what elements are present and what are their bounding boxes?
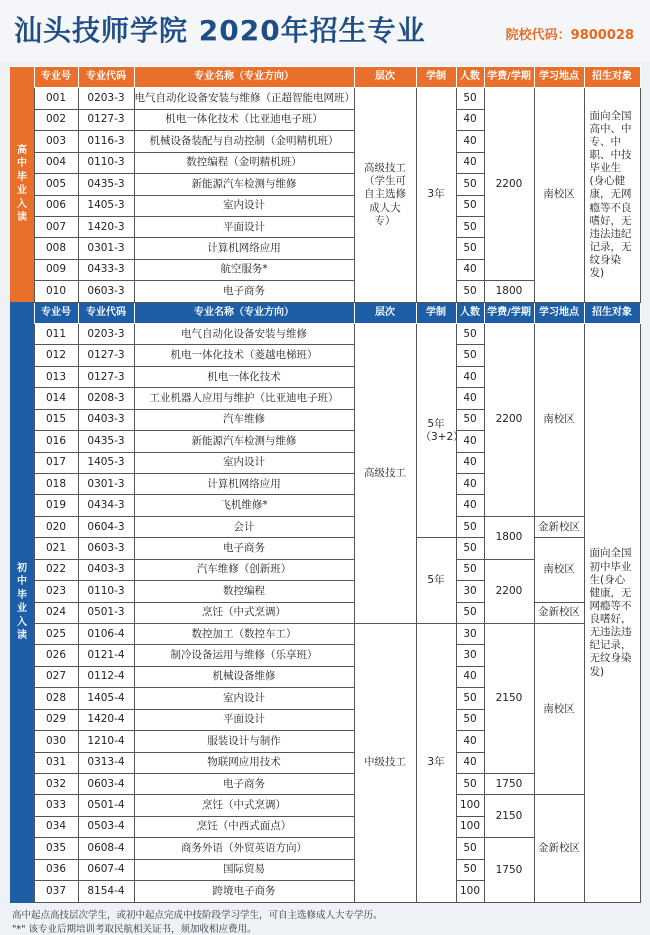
enrollment-count: 40 xyxy=(456,752,484,773)
major-name: 电子商务 xyxy=(134,538,354,559)
major-number: 012 xyxy=(34,345,78,366)
column-header: 专业名称（专业方向） xyxy=(134,302,354,323)
footnote-2: "*" 该专业后期培训考取民航相关证书，须加收相应费用。 xyxy=(12,924,257,935)
enrollment-count: 50 xyxy=(456,538,484,559)
section-label: 初中毕业入读 xyxy=(10,302,34,902)
location-cell: 金新校区 xyxy=(534,516,584,537)
major-number: 021 xyxy=(34,538,78,559)
page-title: 汕头技师学院 2020年招生专业 xyxy=(14,14,426,47)
column-header: 层次 xyxy=(354,302,416,323)
enrollment-count: 40 xyxy=(456,388,484,409)
duration-cell: 5年 xyxy=(416,538,456,624)
major-code: 0435-3 xyxy=(78,174,134,195)
major-number: 016 xyxy=(34,431,78,452)
enrollment-count: 50 xyxy=(456,216,484,237)
major-name: 新能源汽车检测与维修 xyxy=(134,431,354,452)
major-number: 009 xyxy=(34,259,78,280)
major-name: 航空服务* xyxy=(134,259,354,280)
enrollment-count: 50 xyxy=(456,345,484,366)
enrollment-count: 50 xyxy=(456,773,484,794)
column-header: 专业代码 xyxy=(78,67,134,88)
enrollment-count: 50 xyxy=(456,409,484,430)
table-row xyxy=(10,795,640,816)
major-name: 计算机网络应用 xyxy=(134,238,354,259)
major-number: 013 xyxy=(34,366,78,387)
location-cell: 南校区 xyxy=(534,88,584,302)
major-name: 国际贸易 xyxy=(134,859,354,880)
major-number: 002 xyxy=(34,109,78,130)
tuition-cell: 2200 xyxy=(484,559,534,623)
major-code: 1405-3 xyxy=(78,195,134,216)
column-header: 人数 xyxy=(456,302,484,323)
major-number: 028 xyxy=(34,688,78,709)
major-code: 0503-4 xyxy=(78,816,134,837)
location-cell: 南校区 xyxy=(534,623,584,794)
major-code: 1405-3 xyxy=(78,452,134,473)
major-number: 008 xyxy=(34,238,78,259)
enrollment-count: 50 xyxy=(456,195,484,216)
major-code: 0313-4 xyxy=(78,752,134,773)
major-number: 020 xyxy=(34,516,78,537)
major-name: 数控编程 xyxy=(134,581,354,602)
major-number: 017 xyxy=(34,452,78,473)
column-header: 学制 xyxy=(416,302,456,323)
enrollment-count: 100 xyxy=(456,795,484,816)
major-name: 室内设计 xyxy=(134,195,354,216)
major-name: 电气自动化设备安装与维修 xyxy=(134,324,354,345)
enrollment-count: 40 xyxy=(456,474,484,495)
major-number: 036 xyxy=(34,859,78,880)
table-row xyxy=(10,88,640,109)
tuition-cell: 2150 xyxy=(484,623,534,773)
major-name: 工业机器人应用与维护（比亚迪电子班） xyxy=(134,388,354,409)
major-name: 室内设计 xyxy=(134,452,354,473)
enrollment-count: 50 xyxy=(456,838,484,859)
enrollment-count: 100 xyxy=(456,881,484,903)
major-code: 1420-3 xyxy=(78,216,134,237)
major-code: 0110-3 xyxy=(78,152,134,173)
majors-table xyxy=(10,66,641,903)
major-number: 034 xyxy=(34,816,78,837)
location-cell: 南校区 xyxy=(534,324,584,517)
enrollment-count: 30 xyxy=(456,645,484,666)
column-header: 人数 xyxy=(456,67,484,88)
major-code: 0301-3 xyxy=(78,474,134,495)
footnote-1: 高中起点高技层次学生，或初中起点完成中技阶段学习学生，可自主选修成人大专学历。 xyxy=(12,910,383,921)
column-header: 专业代码 xyxy=(78,302,134,323)
enrollment-count: 50 xyxy=(456,238,484,259)
column-header: 学习地点 xyxy=(534,67,584,88)
major-name: 烹饪（中式烹调） xyxy=(134,602,354,623)
table-row xyxy=(10,324,640,345)
tuition-cell: 1750 xyxy=(484,838,534,903)
major-code: 0608-4 xyxy=(78,838,134,859)
column-header: 专业名称（专业方向） xyxy=(134,67,354,88)
table-row xyxy=(10,516,640,537)
enrollment-count: 40 xyxy=(456,452,484,473)
major-name: 烹饪（中西式面点） xyxy=(134,816,354,837)
major-number: 023 xyxy=(34,581,78,602)
column-header: 学费/学期 xyxy=(484,67,534,88)
major-name: 烹饪（中式烹调） xyxy=(134,795,354,816)
major-name: 机械设备维修 xyxy=(134,666,354,687)
table-row xyxy=(10,623,640,644)
major-number: 006 xyxy=(34,195,78,216)
level-cell: 高级技工（学生可自主选修成人大专） xyxy=(354,88,416,302)
major-number: 031 xyxy=(34,752,78,773)
major-name: 机械设备装配与自动控制（金明精机班） xyxy=(134,131,354,152)
major-code: 0110-3 xyxy=(78,581,134,602)
major-code: 0501-4 xyxy=(78,795,134,816)
major-name: 制冷设备运用与维修（乐享班） xyxy=(134,645,354,666)
column-header: 层次 xyxy=(354,67,416,88)
major-number: 024 xyxy=(34,602,78,623)
major-name: 机电一体化技术 xyxy=(134,366,354,387)
enrollment-count: 50 xyxy=(456,688,484,709)
enrollment-count: 40 xyxy=(456,131,484,152)
major-number: 015 xyxy=(34,409,78,430)
major-number: 014 xyxy=(34,388,78,409)
column-header: 专业号 xyxy=(34,302,78,323)
column-header: 学费/学期 xyxy=(484,302,534,323)
major-code: 0127-3 xyxy=(78,345,134,366)
major-number: 037 xyxy=(34,881,78,903)
major-code: 0208-3 xyxy=(78,388,134,409)
major-code: 0112-4 xyxy=(78,666,134,687)
major-number: 026 xyxy=(34,645,78,666)
location-cell: 南校区 xyxy=(534,538,584,602)
enrollment-count: 30 xyxy=(456,623,484,644)
major-name: 计算机网络应用 xyxy=(134,474,354,495)
major-name: 汽车维修 xyxy=(134,409,354,430)
major-name: 物联网应用技术 xyxy=(134,752,354,773)
enrollment-count: 100 xyxy=(456,816,484,837)
major-number: 005 xyxy=(34,174,78,195)
enrollment-count: 40 xyxy=(456,666,484,687)
tuition-cell: 2150 xyxy=(484,795,534,838)
major-number: 035 xyxy=(34,838,78,859)
major-number: 007 xyxy=(34,216,78,237)
major-number: 030 xyxy=(34,731,78,752)
enrollment-count: 50 xyxy=(456,88,484,109)
major-code: 0203-3 xyxy=(78,324,134,345)
column-header: 专业号 xyxy=(34,67,78,88)
major-name: 汽车维修（创新班） xyxy=(134,559,354,580)
duration-cell: 5年（3+2） xyxy=(416,324,456,538)
major-code: 0603-3 xyxy=(78,538,134,559)
major-name: 平面设计 xyxy=(134,709,354,730)
table-row xyxy=(10,538,640,559)
major-name: 会计 xyxy=(134,516,354,537)
enrollment-count: 50 xyxy=(456,602,484,623)
table-row xyxy=(10,602,640,623)
major-code: 0501-3 xyxy=(78,602,134,623)
major-name: 机电一体化技术（比亚迪电子班） xyxy=(134,109,354,130)
major-name: 室内设计 xyxy=(134,688,354,709)
major-code: 0301-3 xyxy=(78,238,134,259)
major-name: 电子商务 xyxy=(134,773,354,794)
table-header-row xyxy=(10,67,640,88)
level-cell: 高级技工 xyxy=(354,324,416,624)
target-audience: 面向全国高中、中专、中职、中技毕业生(身心健康，无网瘾等不良嗜好，无违法违纪记录，无纹身染发) xyxy=(584,88,640,302)
tuition-cell: 2200 xyxy=(484,88,534,281)
table-header-row xyxy=(10,302,640,323)
major-name: 机电一体化技术（菱越电梯班） xyxy=(134,345,354,366)
major-code: 0603-3 xyxy=(78,281,134,302)
duration-cell: 3年 xyxy=(416,623,456,902)
location-cell: 金新校区 xyxy=(534,602,584,623)
major-number: 027 xyxy=(34,666,78,687)
major-number: 010 xyxy=(34,281,78,302)
location-cell: 金新校区 xyxy=(534,795,584,903)
tuition-cell: 1750 xyxy=(484,773,534,794)
major-name: 新能源汽车检测与维修 xyxy=(134,174,354,195)
enrollment-count: 50 xyxy=(456,516,484,537)
major-name: 平面设计 xyxy=(134,216,354,237)
tuition-cell: 1800 xyxy=(484,516,534,559)
major-name: 数控加工（数控车工） xyxy=(134,623,354,644)
major-code: 0604-3 xyxy=(78,516,134,537)
enrollment-count: 40 xyxy=(456,109,484,130)
major-code: 0433-3 xyxy=(78,259,134,280)
major-code: 0127-3 xyxy=(78,366,134,387)
duration-cell: 3年 xyxy=(416,88,456,302)
page-header xyxy=(0,0,650,62)
major-name: 电子商务 xyxy=(134,281,354,302)
major-number: 029 xyxy=(34,709,78,730)
major-code: 1210-4 xyxy=(78,731,134,752)
major-name: 服装设计与制作 xyxy=(134,731,354,752)
target-audience: 面向全国初中毕业生(身心健康，无网瘾等不良嗜好，无违法违纪记录，无纹身染发) xyxy=(584,324,640,903)
major-number: 001 xyxy=(34,88,78,109)
major-code: 0403-3 xyxy=(78,409,134,430)
enrollment-count: 50 xyxy=(456,174,484,195)
major-name: 跨境电子商务 xyxy=(134,881,354,903)
enrollment-count: 50 xyxy=(456,559,484,580)
major-number: 032 xyxy=(34,773,78,794)
major-number: 022 xyxy=(34,559,78,580)
major-number: 018 xyxy=(34,474,78,495)
major-number: 033 xyxy=(34,795,78,816)
major-code: 0603-4 xyxy=(78,773,134,794)
major-code: 0607-4 xyxy=(78,859,134,880)
enrollment-count: 50 xyxy=(456,859,484,880)
enrollment-count: 50 xyxy=(456,281,484,302)
enrollment-count: 30 xyxy=(456,581,484,602)
major-code: 0203-3 xyxy=(78,88,134,109)
enrollment-count: 40 xyxy=(456,431,484,452)
tuition-cell: 2200 xyxy=(484,324,534,517)
major-code: 1405-4 xyxy=(78,688,134,709)
major-number: 025 xyxy=(34,623,78,644)
major-name: 商务外语（外贸英语方向） xyxy=(134,838,354,859)
major-code: 0434-3 xyxy=(78,495,134,516)
enrollment-count: 40 xyxy=(456,259,484,280)
major-code: 8154-4 xyxy=(78,881,134,903)
enrollment-count: 40 xyxy=(456,366,484,387)
enrollment-count: 50 xyxy=(456,709,484,730)
major-name: 数控编程（金明精机班） xyxy=(134,152,354,173)
level-cell: 中级技工 xyxy=(354,623,416,902)
major-number: 004 xyxy=(34,152,78,173)
column-header: 学习地点 xyxy=(534,302,584,323)
major-code: 0403-3 xyxy=(78,559,134,580)
major-number: 011 xyxy=(34,324,78,345)
major-code: 0127-3 xyxy=(78,109,134,130)
major-number: 003 xyxy=(34,131,78,152)
enrollment-count: 40 xyxy=(456,495,484,516)
enrollment-count: 50 xyxy=(456,324,484,345)
tuition-cell: 1800 xyxy=(484,281,534,302)
major-code: 0116-3 xyxy=(78,131,134,152)
major-code: 1420-4 xyxy=(78,709,134,730)
major-number: 019 xyxy=(34,495,78,516)
major-code: 0106-4 xyxy=(78,623,134,644)
school-code: 院校代码：9800028 xyxy=(505,28,634,43)
column-header: 招生对象 xyxy=(584,302,640,323)
major-code: 0435-3 xyxy=(78,431,134,452)
section-label: 高中毕业入读 xyxy=(10,67,34,303)
major-name: 电气自动化设备安装与维修（正超智能电网班） xyxy=(134,88,354,109)
major-name: 飞机维修* xyxy=(134,495,354,516)
column-header: 学制 xyxy=(416,67,456,88)
enrollment-count: 40 xyxy=(456,731,484,752)
column-header: 招生对象 xyxy=(584,67,640,88)
enrollment-count: 40 xyxy=(456,152,484,173)
major-code: 0121-4 xyxy=(78,645,134,666)
